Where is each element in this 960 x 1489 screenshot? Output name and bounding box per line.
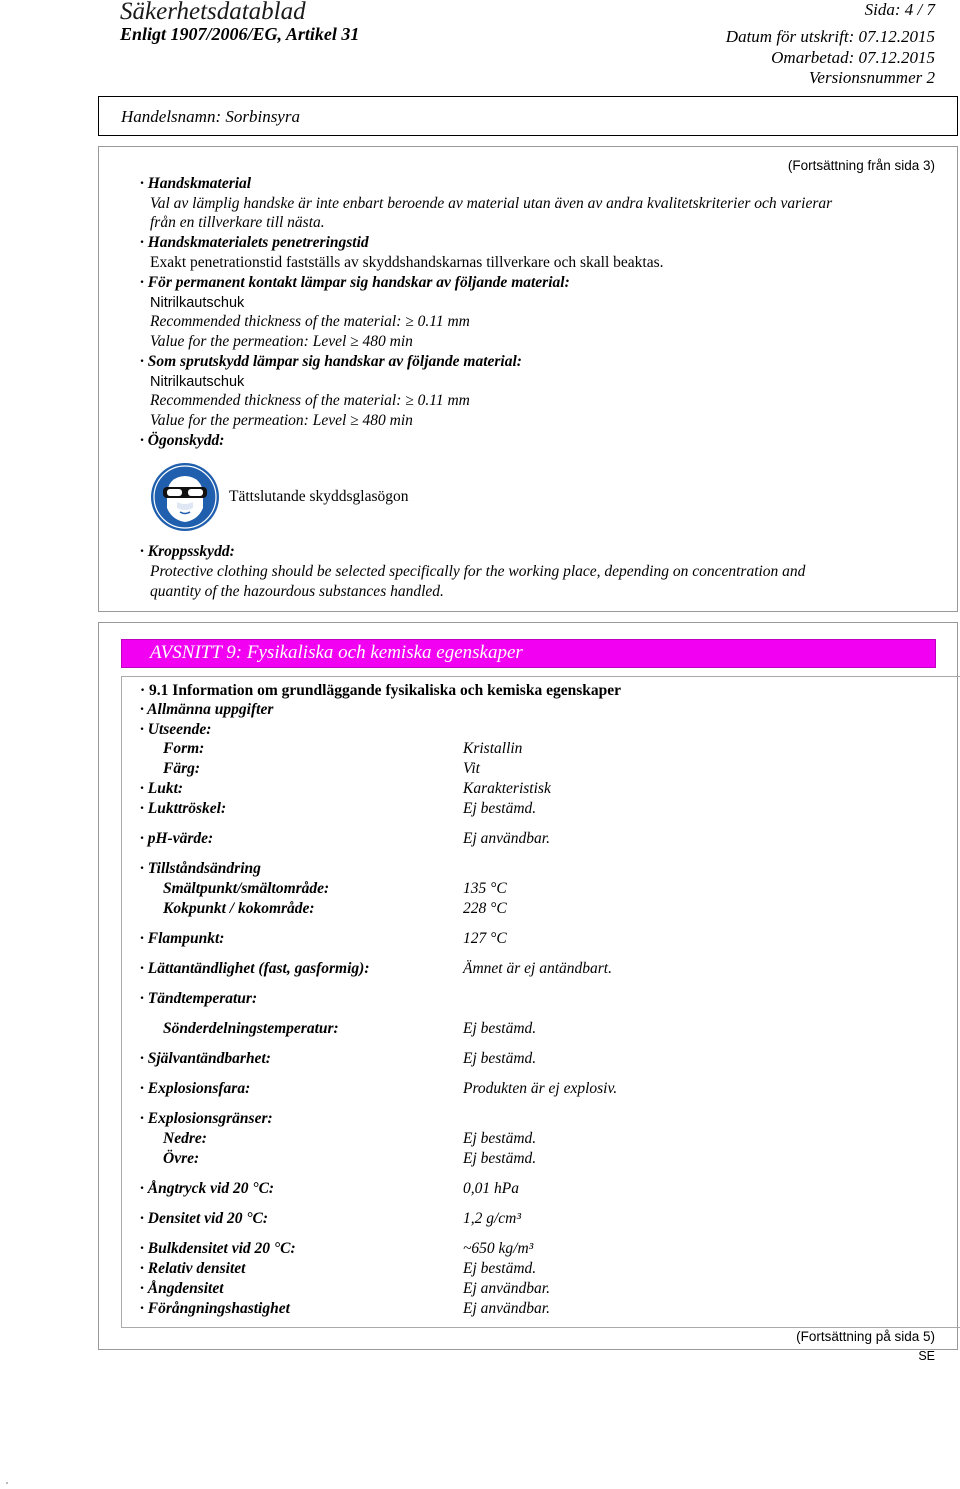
property-value: Ej bestämd. — [463, 1260, 537, 1277]
document-title: Säkerhetsdatablad — [120, 0, 306, 25]
trade-name-box — [98, 96, 958, 136]
property-label: · Ångtryck vid 20 °C: — [140, 1180, 275, 1197]
permanent-contact-heading: · För permanent kontakt lämpar sig handskar av följande material: — [140, 274, 570, 291]
property-value: Vit — [463, 760, 480, 777]
continued-from: (Fortsättning från sida 3) — [787, 158, 935, 173]
penetration-heading: · Handskmaterialets penetreringstid — [140, 234, 369, 251]
property-label: · Relativ densitet — [140, 1260, 246, 1277]
property-label: · Lukt: — [140, 780, 184, 797]
trade-name: Handelsnamn: Sorbinsyra — [121, 107, 300, 126]
property-value: Karakteristisk — [463, 780, 551, 797]
permanent-material: Nitrilkautschuk — [150, 295, 245, 311]
body-protection-text: Protective clothing should be selected specifically for the working place, depending on concentration and — [150, 563, 806, 580]
page-number: Sida: 4 / 7 — [864, 0, 935, 19]
language-code: SE — [918, 1349, 935, 1363]
property-label: · Förångningshastighet — [140, 1300, 290, 1317]
continued-on: (Fortsättning på sida 5) — [796, 1329, 935, 1344]
section-9-1-heading: · 9.1 Information om grundläggande fysikaliska och kemiska egenskaper — [140, 682, 621, 699]
section-9-title: AVSNITT 9: Fysikaliska och kemiska egenskaper — [150, 642, 523, 663]
property-label: Färg: — [163, 760, 201, 777]
property-label: · Flampunkt: — [140, 930, 225, 947]
eye-protection-text: Tättslutande skyddsglasögon — [229, 488, 409, 505]
property-label: Övre: — [163, 1150, 200, 1167]
property-label: · Bulkdensitet vid 20 °C: — [140, 1240, 296, 1257]
property-label: Nedre: — [163, 1130, 207, 1147]
section-9-banner — [121, 639, 936, 668]
property-label: · Explosionsfara: — [140, 1080, 251, 1097]
property-label: · Explosionsgränser: — [140, 1110, 273, 1127]
permanent-thickness: Recommended thickness of the material: ≥ 0.11 mm — [150, 313, 470, 330]
property-value: 0,01 hPa — [463, 1180, 519, 1197]
property-value: Ämnet är ej antändbart. — [463, 960, 612, 977]
permanent-permeation: Value for the permeation: Level ≥ 480 min — [150, 333, 413, 350]
property-value: 135 °C — [463, 880, 507, 897]
property-label: · Självantändbarhet: — [140, 1050, 271, 1067]
property-label: · pH-värde: — [140, 830, 214, 847]
eye-protection-heading: · Ögonskydd: — [140, 432, 225, 449]
splash-thickness: Recommended thickness of the material: ≥ 0.11 mm — [150, 392, 470, 409]
property-label: Kokpunkt / kokområde: — [163, 900, 315, 917]
property-label: · Densitet vid 20 °C: — [140, 1210, 269, 1227]
general-info-label: · Allmänna uppgifter — [140, 701, 274, 718]
version-number: Versionsnummer 2 — [808, 68, 935, 87]
property-value: Ej användbar. — [463, 1300, 550, 1317]
property-value: Produkten är ej explosiv. — [463, 1080, 618, 1097]
goggles-mandatory-icon — [150, 462, 220, 532]
revised-date: Omarbetad: 07.12.2015 — [771, 48, 935, 67]
body-protection-text-2: quantity of the hazourdous substances handled. — [150, 583, 444, 600]
property-label: · Ångdensitet — [140, 1280, 224, 1297]
property-value: Ej bestämd. — [463, 1020, 537, 1037]
splash-material: Nitrilkautschuk — [150, 374, 245, 390]
property-value: Ej bestämd. — [463, 1130, 537, 1147]
property-label: Form: — [163, 740, 205, 757]
property-value: Ej användbar. — [463, 1280, 550, 1297]
property-label: · Tändtemperatur: — [140, 990, 258, 1007]
glove-material-text: Val av lämplig handske är inte enbart beroende av material utan även av andra kvalitetskriterier och varierar — [150, 195, 833, 212]
property-value: 1,2 g/cm³ — [463, 1210, 522, 1227]
glove-material-text-2: från en tillverkare till nästa. — [150, 214, 325, 231]
penetration-text: Exakt penetrationstid fastställs av skyddshandskarnas tillverkare och skall beaktas. — [150, 254, 664, 271]
property-value: Kristallin — [463, 740, 523, 757]
property-value: 127 °C — [463, 930, 507, 947]
property-value: Ej bestämd. — [463, 1150, 537, 1167]
body-protection-heading: · Kroppsskydd: — [140, 543, 235, 560]
document-regulation: Enligt 1907/2006/EG, Artikel 31 — [120, 24, 360, 44]
property-label: · Lukttröskel: — [140, 800, 227, 817]
property-label: Sönderdelningstemperatur: — [163, 1020, 339, 1037]
property-label: · Tillståndsändring — [140, 860, 261, 877]
property-value: 228 °C — [463, 900, 507, 917]
splash-permeation: Value for the permeation: Level ≥ 480 min — [150, 412, 413, 429]
property-value: Ej bestämd. — [463, 800, 537, 817]
property-value: ~650 kg/m³ — [463, 1240, 534, 1257]
property-label: · Lättantändlighet (fast, gasformig): — [140, 960, 370, 977]
property-value: Ej användbar. — [463, 830, 550, 847]
print-date: Datum för utskrift: 07.12.2015 — [725, 27, 935, 46]
page-mark — [5, 1458, 9, 1488]
splash-heading: · Som sprutskydd lämpar sig handskar av följande material: — [140, 353, 522, 370]
glove-material-heading: · Handskmaterial — [140, 175, 252, 192]
appearance-label: · Utseende: — [140, 721, 212, 738]
property-label: Smältpunkt/smältområde: — [163, 880, 330, 897]
property-value: Ej bestämd. — [463, 1050, 537, 1067]
